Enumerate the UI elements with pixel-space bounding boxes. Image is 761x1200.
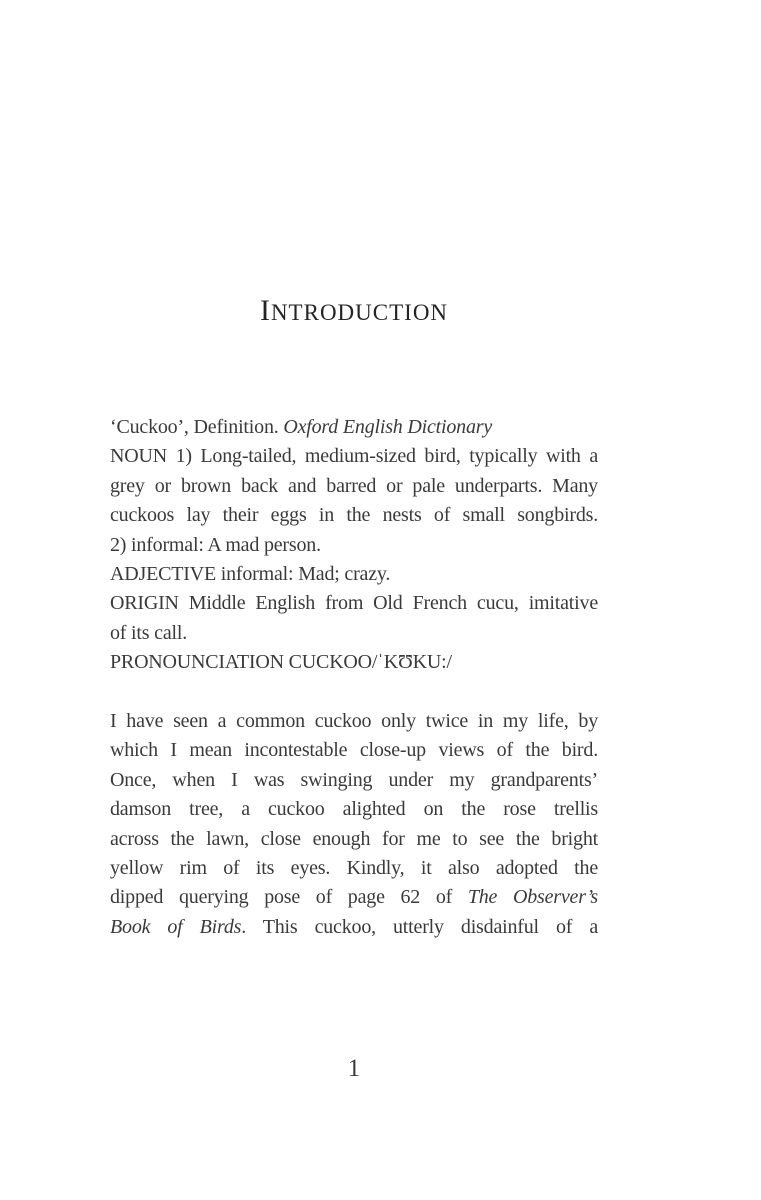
- body-paragraph: [110, 707, 598, 942]
- text-run-italic: Oxford English Dictionary: [283, 416, 493, 438]
- definition-line: ORIGIN Middle English from Old French cucu, imitative: [110, 592, 598, 615]
- paragraph-line: I have seen a common cuckoo only twice in my life, by: [110, 710, 598, 733]
- paragraph-line: Once, when I was swinging under my grandparents’: [110, 768, 598, 791]
- paragraph-line: across the lawn, close enough for me to see the bright: [110, 827, 598, 850]
- definition-line: ADJECTIVE informal: Mad; crazy.: [110, 563, 391, 586]
- text-run: dipped querying pose of page 62 of: [110, 886, 468, 909]
- definition-line: grey or brown back and barred or pale underparts. Many: [110, 474, 598, 497]
- paragraph-line: which I mean incontestable close-up views of the bird.: [110, 739, 598, 762]
- definition-line: cuckoos lay their eggs in the nests of small songbirds.: [110, 504, 598, 527]
- definition-line: of its call.: [110, 621, 188, 644]
- definition-line: NOUN 1) Long-tailed, medium-sized bird, typically with a: [110, 445, 598, 468]
- definition-line: 2) informal: A mad person.: [110, 533, 321, 556]
- definition-pronunciation-line: PRONOUNCIATION CUCKOO/ˈKƱKU:/: [110, 651, 452, 674]
- paragraph-line: yellow rim of its eyes. Kindly, it also adopted the: [110, 857, 598, 880]
- paragraph-line: [110, 913, 598, 942]
- definition-source-line: [110, 413, 598, 442]
- chapter-heading: [110, 292, 598, 330]
- text-run-italic: Book of Birds: [110, 915, 242, 938]
- text-run-italic: The Observer’s: [467, 886, 598, 909]
- text-block: [110, 413, 598, 942]
- text-run: . This cuckoo, utterly disdainful of a: [241, 915, 598, 938]
- definition-block: [110, 413, 598, 678]
- chapter-heading-rest: NTRODUCTION: [270, 300, 449, 325]
- chapter-heading-initial: I: [259, 294, 271, 327]
- page-number: 1: [347, 1055, 361, 1082]
- paragraph-line: [110, 883, 598, 912]
- paragraph-line: damson tree, a cuckoo alighted on the rose trellis: [110, 798, 598, 821]
- text-run: ‘Cuckoo’, Definition.: [110, 416, 284, 438]
